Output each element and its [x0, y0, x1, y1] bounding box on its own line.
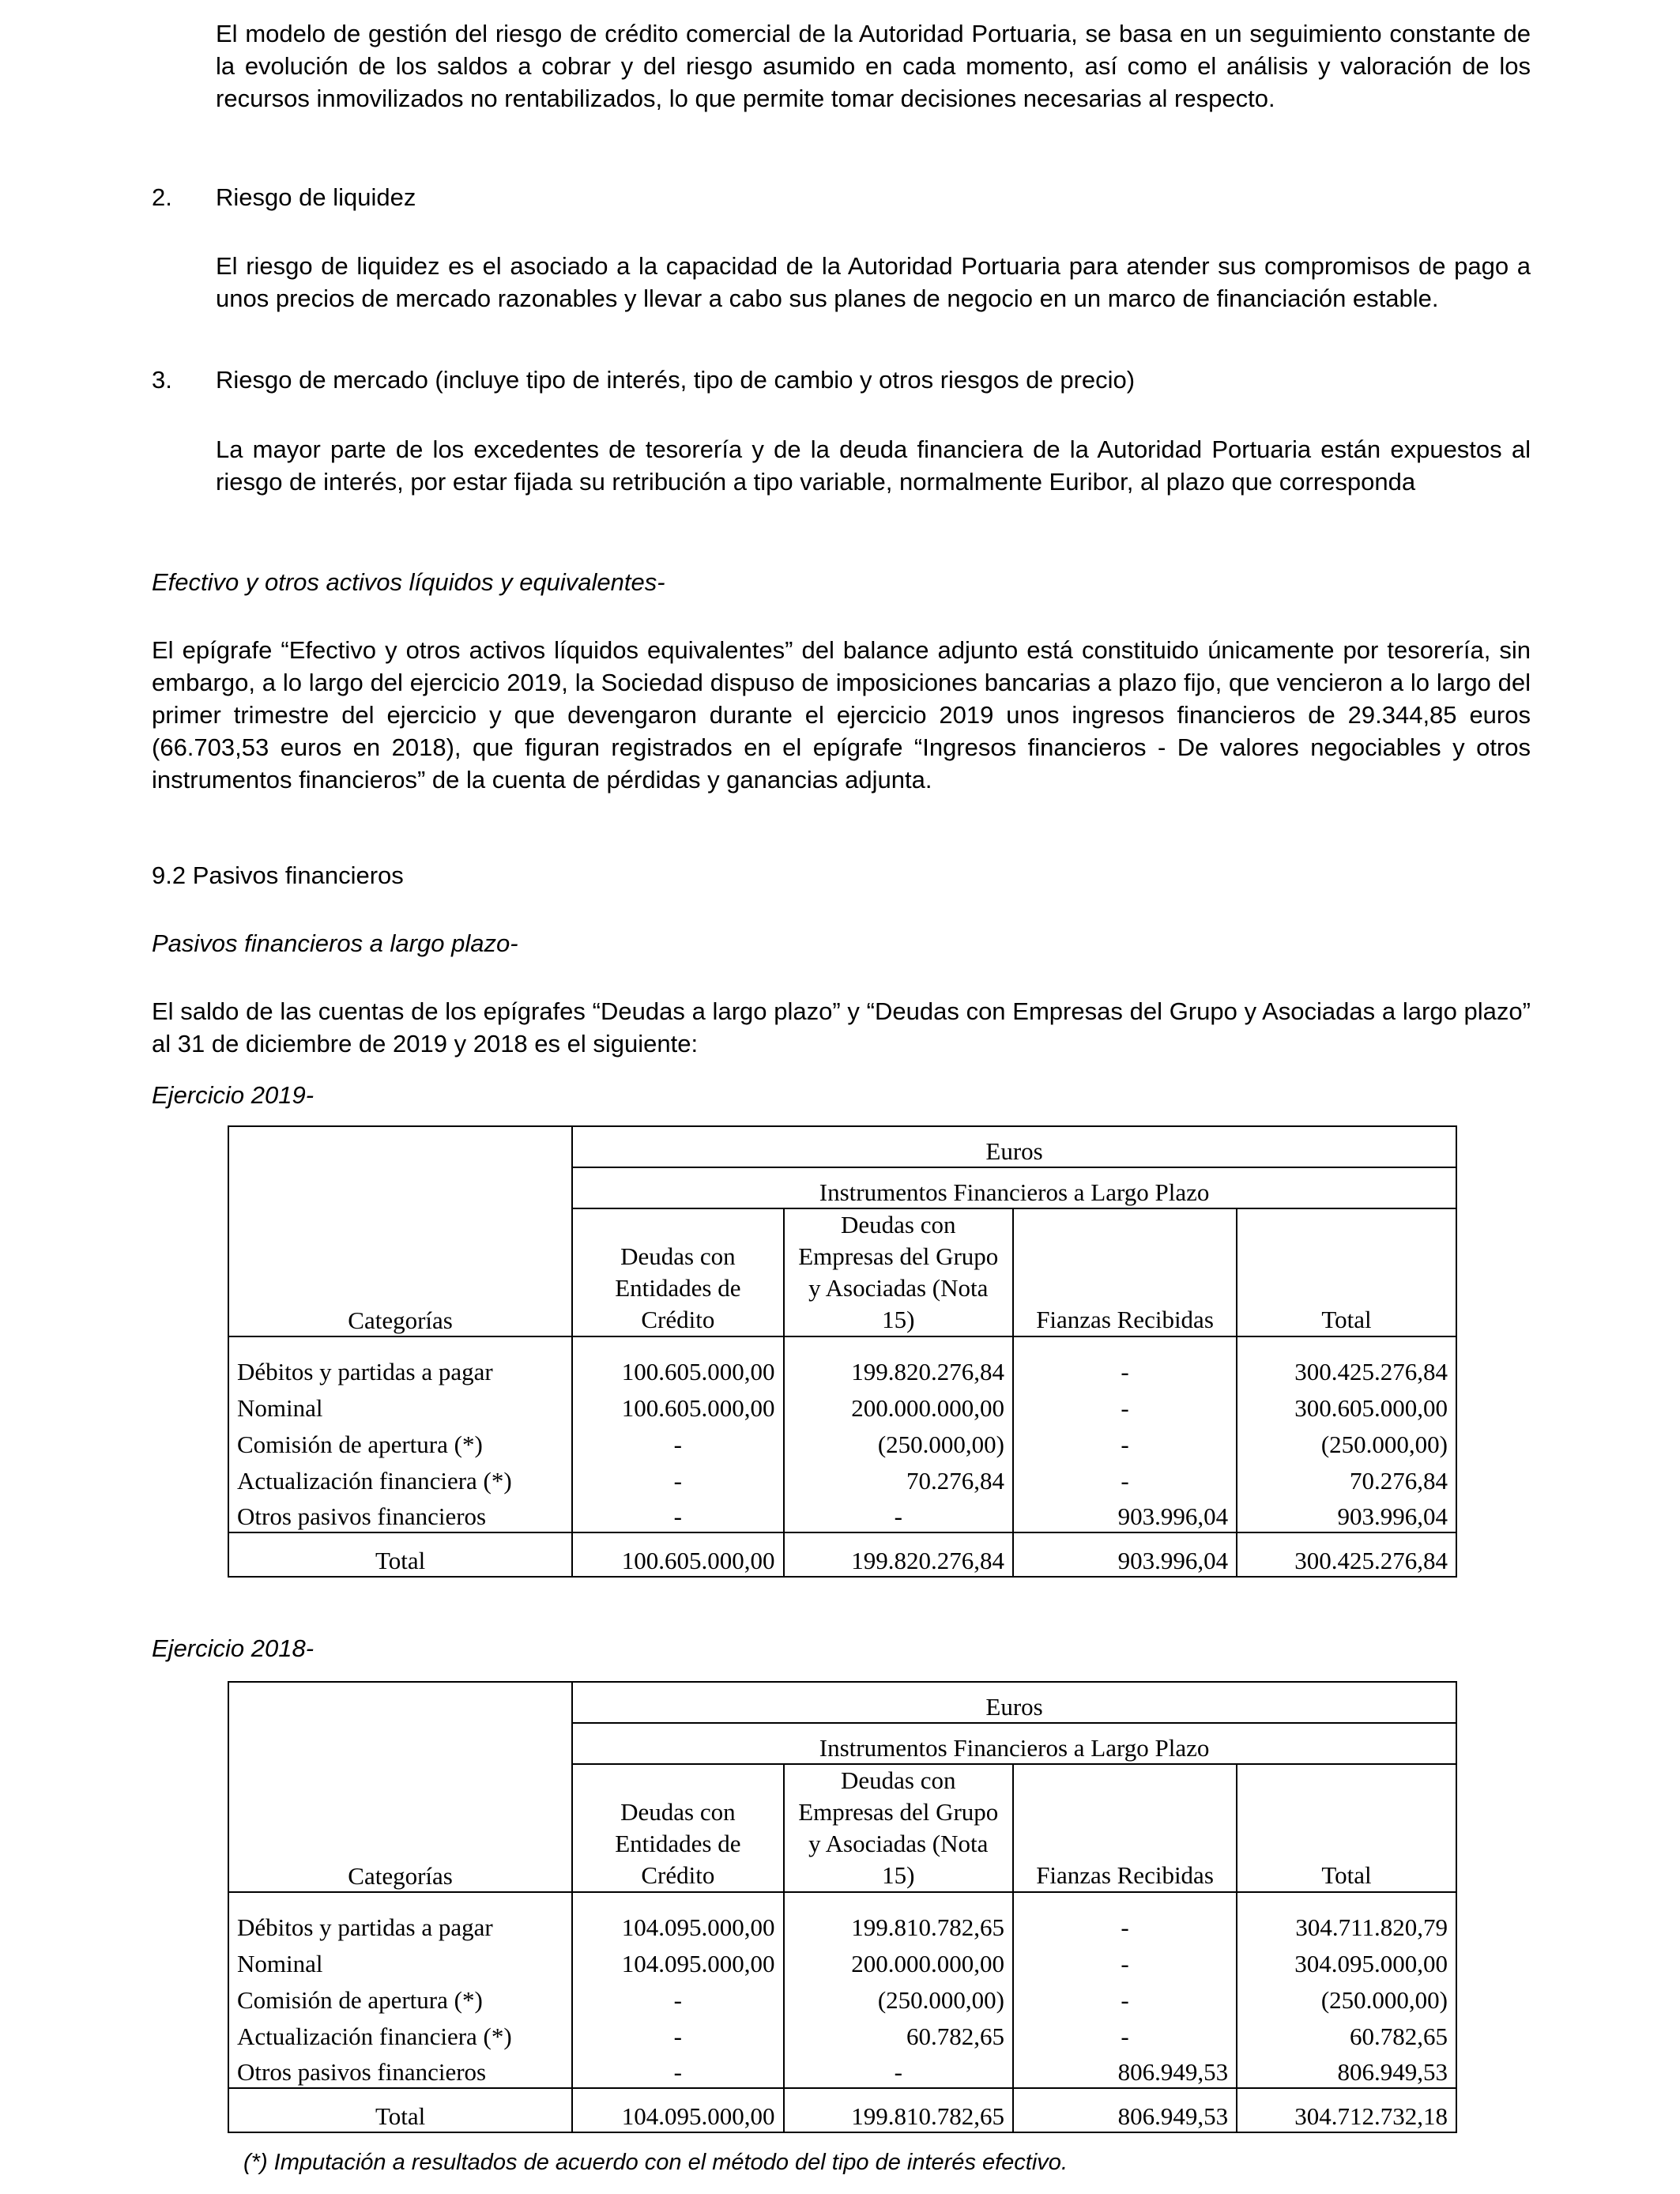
caption-ejercicio-2019: Ejercicio 2019-: [152, 1081, 315, 1109]
row-label: Total: [228, 2088, 572, 2132]
cell-value: (250.000,00): [1237, 1979, 1456, 2015]
cell-value: -: [1013, 1460, 1237, 1496]
cell-value: -: [1013, 1892, 1237, 1943]
table-ejercicio-2019: [228, 1125, 1457, 1578]
heading-long-term-liabilities: Pasivos financieros a largo plazo-: [152, 929, 518, 957]
table-row: [228, 1496, 1456, 1532]
header-euros: Euros: [572, 1682, 1456, 1723]
cell-value: 300.425.276,84: [1237, 1532, 1456, 1577]
cell-value: -: [784, 2052, 1013, 2088]
cell-value: -: [572, 1979, 783, 2015]
cell-value: 200.000.000,00: [784, 1943, 1013, 1979]
cell-value: 104.095.000,00: [572, 1892, 783, 1943]
cell-value: -: [1013, 1979, 1237, 2015]
row-label: Nominal: [228, 1387, 572, 1423]
cell-value: 300.605.000,00: [1237, 1387, 1456, 1423]
row-label: Otros pasivos financieros: [228, 1496, 572, 1532]
row-label: Actualización financiera (*): [228, 2015, 572, 2052]
cell-value: -: [784, 1496, 1013, 1532]
cell-value: 199.820.276,84: [784, 1336, 1013, 1387]
row-label: Comisión de apertura (*): [228, 1423, 572, 1460]
cell-value: -: [572, 2052, 783, 2088]
table-ejercicio-2018: [228, 1681, 1457, 2133]
row-label: Nominal: [228, 1943, 572, 1979]
table-row: [228, 1423, 1456, 1460]
cell-value: -: [572, 1460, 783, 1496]
heading-market-risk: Riesgo de mercado (incluye tipo de interés, tipo de cambio y otros riesgos de precio): [216, 366, 1136, 394]
cell-value: 300.425.276,84: [1237, 1336, 1456, 1387]
header-group: Instrumentos Financieros a Largo Plazo: [572, 1723, 1456, 1764]
cell-value: 104.095.000,00: [572, 1943, 783, 1979]
heading-liquidity-risk: Riesgo de liquidez: [216, 183, 416, 211]
cell-value: 304.712.732,18: [1237, 2088, 1456, 2132]
paragraph-credit-model: El modelo de gestión del riesgo de crédito comercial de la Autoridad Portuaria, se basa en un seguimiento constante de la evolución de los saldos a cobrar y del riesgo asumido en cada momento, así como el análisis y valoración de los recursos inmovilizados no rentabilizados, lo que permite tomar decisiones necesarias al respecto.: [216, 20, 1531, 112]
header-col-total: Total: [1237, 1764, 1456, 1892]
cell-value: 903.996,04: [1237, 1496, 1456, 1532]
table-row: [228, 2052, 1456, 2088]
cell-value: 100.605.000,00: [572, 1387, 783, 1423]
cell-value: 70.276,84: [784, 1460, 1013, 1496]
row-label: Actualización financiera (*): [228, 1460, 572, 1496]
row-label: Otros pasivos financieros: [228, 2052, 572, 2088]
list-number-2: 2.: [152, 183, 172, 211]
paragraph-cash: El epígrafe “Efectivo y otros activos líquidos equivalentes” del balance adjunto está constituido únicamente por tesorería, sin embargo, a lo largo del ejercicio 2019, la Sociedad dispuso de imposiciones bancarias a plazo fijo, que vencieron a lo largo del primer trimestre del ejercicio y que devengaron durante el ejercicio 2019 unos ingresos financieros de 29.344,85 euros (66.703,53 euros en 2018), que figuran registrados en el epígrafe “Ingresos financieros - De valores negociables y otros instrumentos financieros” de la cuenta de pérdidas y ganancias adjunta.: [152, 636, 1531, 794]
cell-value: (250.000,00): [784, 1979, 1013, 2015]
list-number-3: 3.: [152, 366, 172, 394]
table-row: [228, 1460, 1456, 1496]
cell-value: -: [1013, 1943, 1237, 1979]
header-col-total: Total: [1237, 1208, 1456, 1336]
cell-value: (250.000,00): [1237, 1423, 1456, 1460]
cell-value: -: [572, 1423, 783, 1460]
row-label: Débitos y partidas a pagar: [228, 1336, 572, 1387]
table-row: [228, 2015, 1456, 2052]
cell-value: -: [572, 1496, 783, 1532]
caption-ejercicio-2018: Ejercicio 2018-: [152, 1634, 315, 1662]
section-heading-9-2: 9.2 Pasivos financieros: [152, 861, 404, 889]
header-col-empresas-grupo: Deudas con Empresas del Grupo y Asociadas (Nota 15): [784, 1208, 1013, 1336]
cell-value: 104.095.000,00: [572, 2088, 783, 2132]
table-total-row: [228, 2088, 1456, 2132]
header-col-fianzas: Fianzas Recibidas: [1013, 1208, 1237, 1336]
table-row: [228, 1979, 1456, 2015]
cell-value: 806.949,53: [1013, 2088, 1237, 2132]
cell-value: -: [1013, 1387, 1237, 1423]
header-col-fianzas: Fianzas Recibidas: [1013, 1764, 1237, 1892]
header-col-entidades: Deudas con Entidades de Crédito: [572, 1208, 783, 1336]
table-row: [228, 1387, 1456, 1423]
cell-value: 903.996,04: [1013, 1532, 1237, 1577]
header-col-empresas-grupo: Deudas con Empresas del Grupo y Asociadas (Nota 15): [784, 1764, 1013, 1892]
table-row: [228, 1943, 1456, 1979]
table-row: [228, 1892, 1456, 1943]
cell-value: 806.949,53: [1013, 2052, 1237, 2088]
header-group: Instrumentos Financieros a Largo Plazo: [572, 1167, 1456, 1208]
header-categorias: Categorías: [228, 1126, 572, 1336]
cell-value: -: [572, 2015, 783, 2052]
table-total-row: [228, 1532, 1456, 1577]
footnote: (*) Imputación a resultados de acuerdo con el método del tipo de interés efectivo.: [243, 2150, 1068, 2175]
header-col-entidades: Deudas con Entidades de Crédito: [572, 1764, 783, 1892]
paragraph-market: La mayor parte de los excedentes de tesorería y de la deuda financiera de la Autoridad Portuaria están expuestos al riesgo de interés, por estar fijada su retribución a tipo variable, normalmente Euribor, al plazo que corresponda: [216, 435, 1531, 496]
header-euros: Euros: [572, 1126, 1456, 1167]
cell-value: 806.949,53: [1237, 2052, 1456, 2088]
cell-value: -: [1013, 1336, 1237, 1387]
cell-value: 199.820.276,84: [784, 1532, 1013, 1577]
cell-value: 199.810.782,65: [784, 1892, 1013, 1943]
cell-value: 903.996,04: [1013, 1496, 1237, 1532]
cell-value: 100.605.000,00: [572, 1336, 783, 1387]
cell-value: -: [1013, 1423, 1237, 1460]
cell-value: 60.782,65: [784, 2015, 1013, 2052]
cell-value: 304.095.000,00: [1237, 1943, 1456, 1979]
paragraph-long-term: El saldo de las cuentas de los epígrafes “Deudas a largo plazo” y “Deudas con Empresas del Grupo y Asociadas a largo plazo” al 31 de diciembre de 2019 y 2018 es el siguiente:: [152, 997, 1531, 1057]
row-label: Débitos y partidas a pagar: [228, 1892, 572, 1943]
cell-value: 100.605.000,00: [572, 1532, 783, 1577]
cell-value: 70.276,84: [1237, 1460, 1456, 1496]
cell-value: -: [1013, 2015, 1237, 2052]
row-label: Comisión de apertura (*): [228, 1979, 572, 2015]
row-label: Total: [228, 1532, 572, 1577]
cell-value: 199.810.782,65: [784, 2088, 1013, 2132]
paragraph-liquidity: El riesgo de liquidez es el asociado a la capacidad de la Autoridad Portuaria para atender sus compromisos de pago a unos precios de mercado razonables y llevar a cabo sus planes de negocio en un marco de financiación estable.: [216, 252, 1531, 312]
table-row: [228, 1336, 1456, 1387]
cell-value: (250.000,00): [784, 1423, 1013, 1460]
cell-value: 304.711.820,79: [1237, 1892, 1456, 1943]
cell-value: 200.000.000,00: [784, 1387, 1013, 1423]
header-categorias: Categorías: [228, 1682, 572, 1892]
cell-value: 60.782,65: [1237, 2015, 1456, 2052]
heading-cash: Efectivo y otros activos líquidos y equivalentes-: [152, 568, 665, 596]
